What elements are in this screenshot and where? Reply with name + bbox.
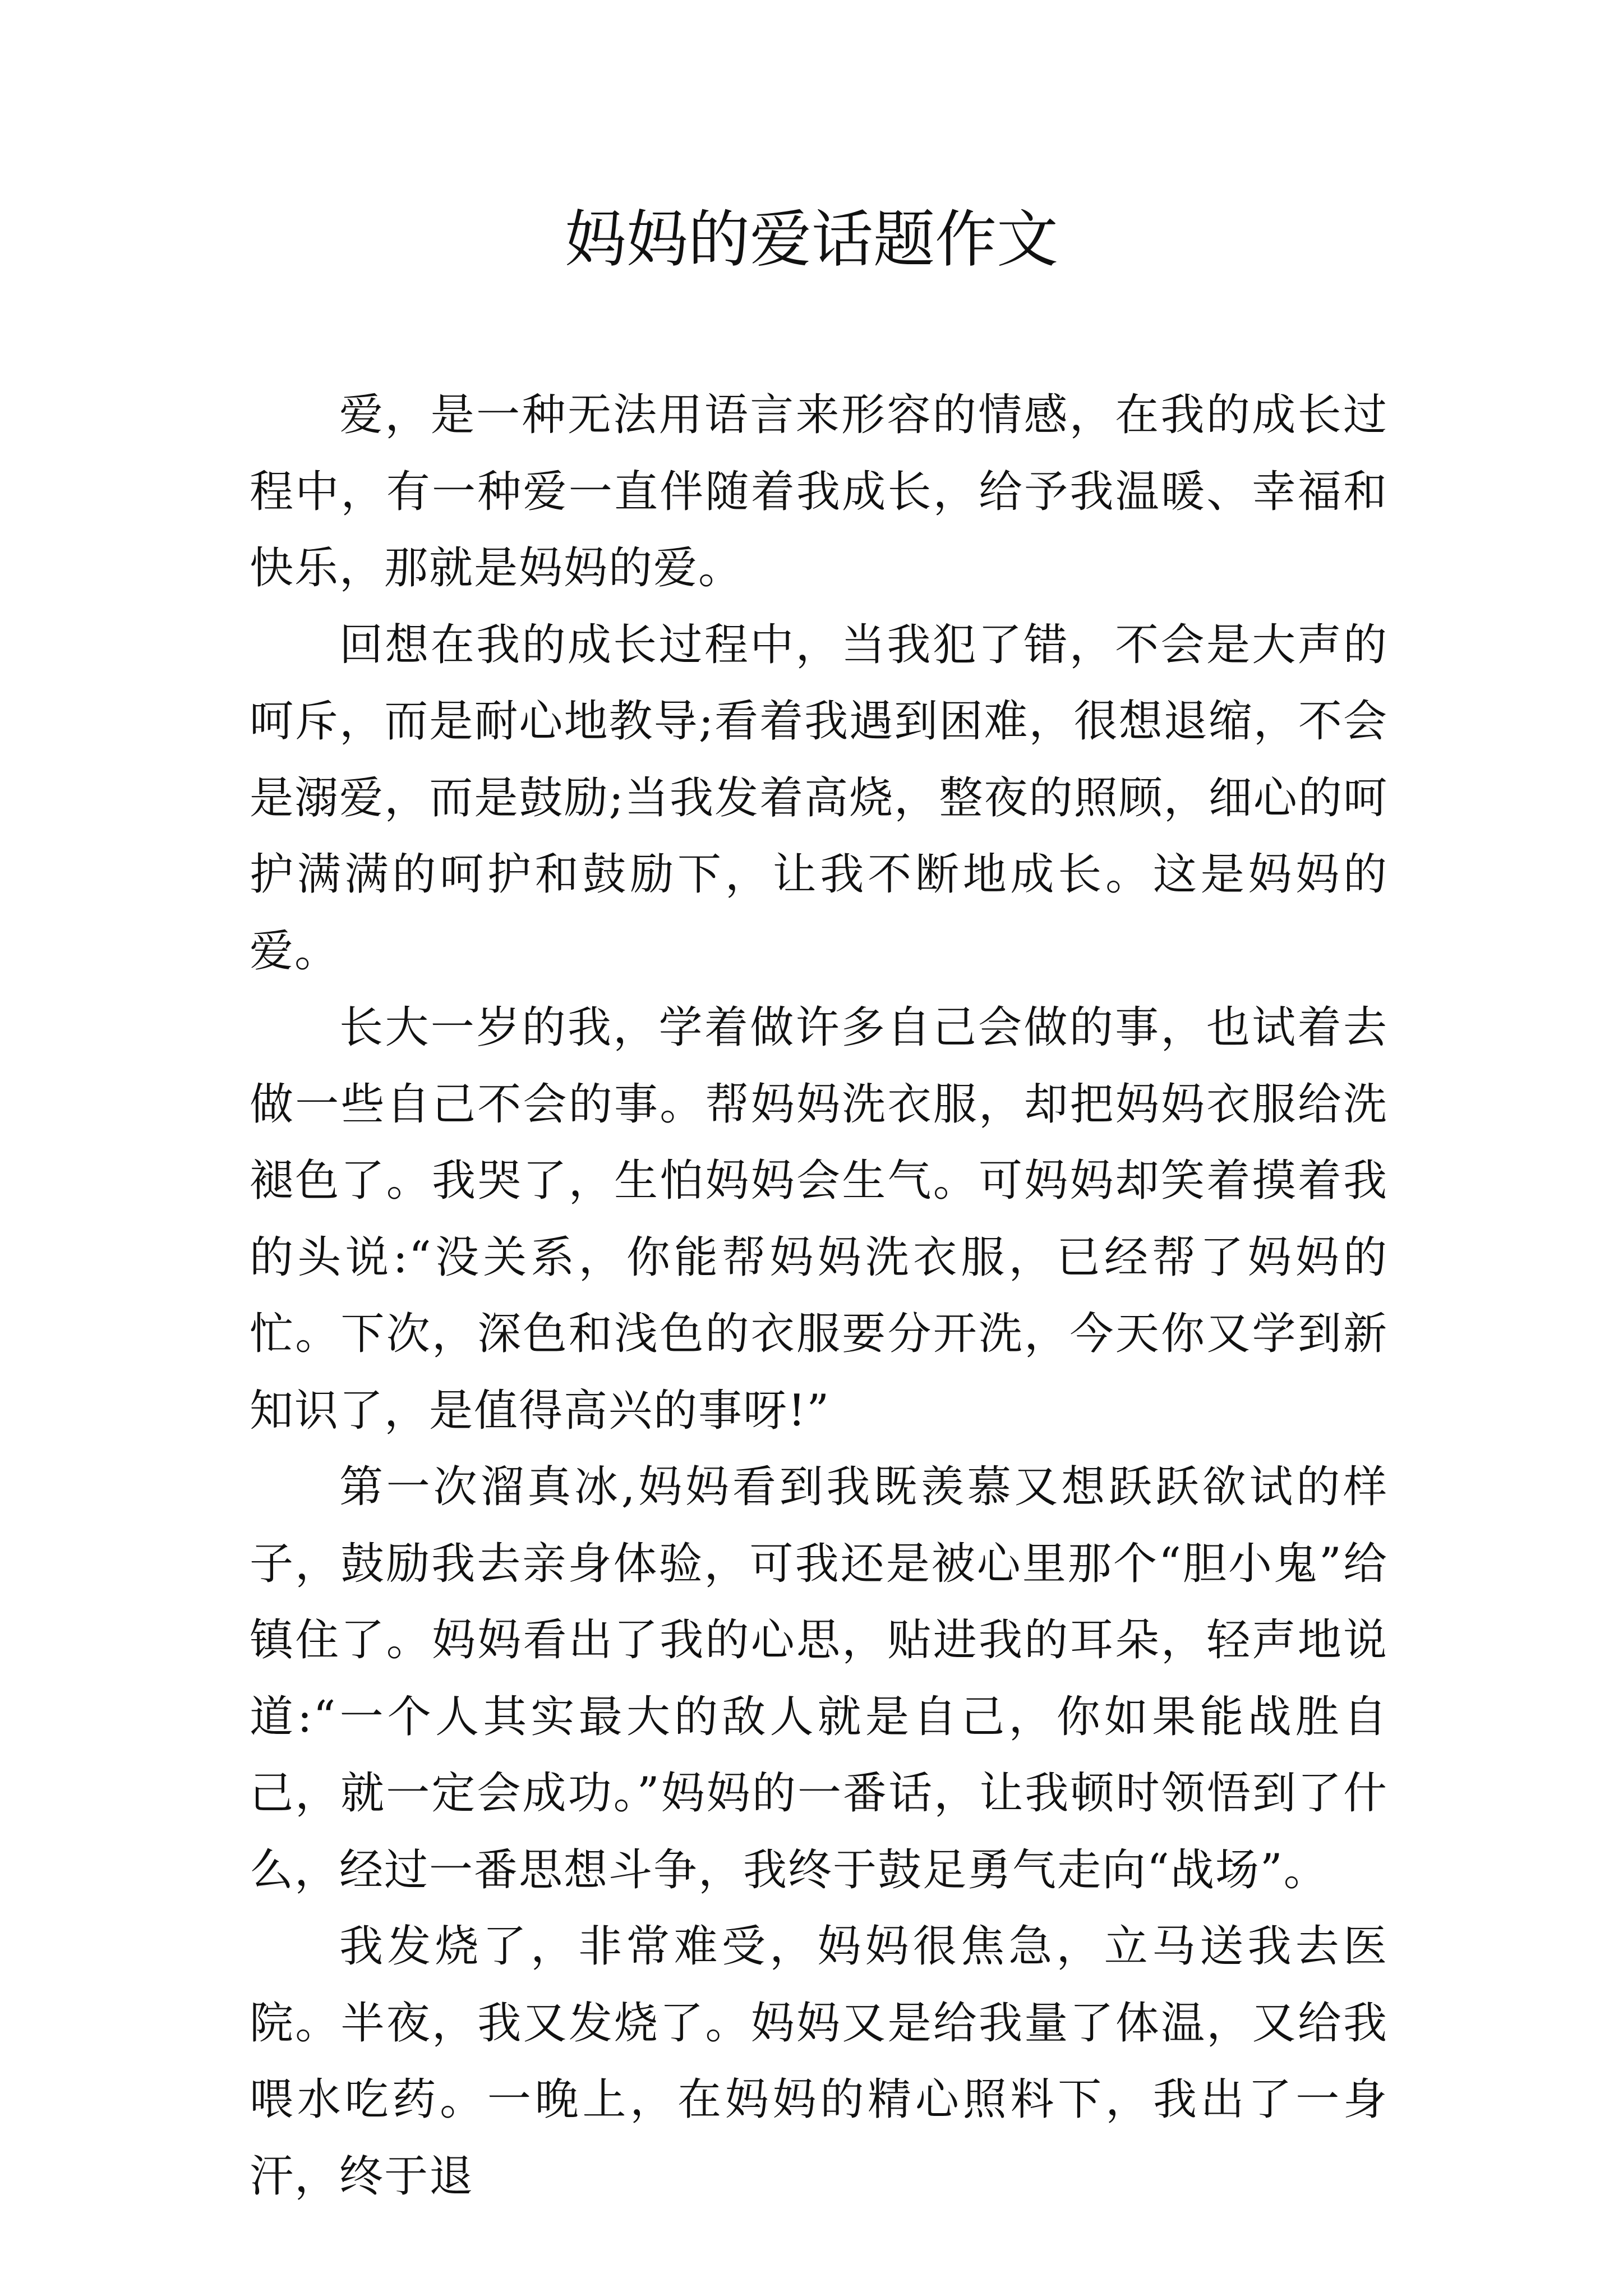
paragraph: 爱，是一种无法用语言来形容的情感，在我的成长过程中，有一种爱一直伴随着我成长，给予我温暖、幸福和快乐，那就是妈妈的爱。 [250, 390, 1388, 593]
paragraph: 长大一岁的我，学着做许多自己会做的事，也试着去做一些自己不会的事。帮妈妈洗衣服，却把妈妈衣服给洗褪色了。我哭了，生怕妈妈会生气。可妈妈却笑着摸着我的头说:“没关系，你能帮妈妈洗衣服，已经帮了妈妈的忙。下次，深色和浅色的衣服要分开洗，今天你又学到新知识了，是值得高兴的事呀!” [250, 1002, 1388, 1436]
paragraph: 第一次溜真冰,妈妈看到我既羡慕又想跃跃欲试的样子，鼓励我去亲身体验，可我还是被心里那个“胆小鬼”给镇住了。妈妈看出了我的心思，贴进我的耳朵，轻声地说道:“一个人其实最大的敌人就是自己，你如果能战胜自己，就一定会成功。”妈妈的一番话，让我顿时领悟到了什么，经过一番思想斗争，我终于鼓足勇气走向“战场”。 [250, 1462, 1388, 1895]
paragraph: 我发烧了，非常难受，妈妈很焦急，立马送我去医院。半夜，我又发烧了。妈妈又是给我量了体温，又给我喂水吃药。一晚上，在妈妈的精心照料下，我出了一身汗，终于退 [250, 1921, 1388, 2202]
document-title: 妈妈的爱话题作文 [565, 204, 1058, 275]
paragraph: 回想在我的成长过程中，当我犯了错，不会是大声的呵斥，而是耐心地教导;看着我遇到困难，很想退缩，不会是溺爱，而是鼓励;当我发着高烧，整夜的照顾，细心的呵护满满的呵护和鼓励下，让我不断地成长。这是妈妈的爱。 [250, 619, 1388, 977]
document-body [250, 377, 1388, 2215]
